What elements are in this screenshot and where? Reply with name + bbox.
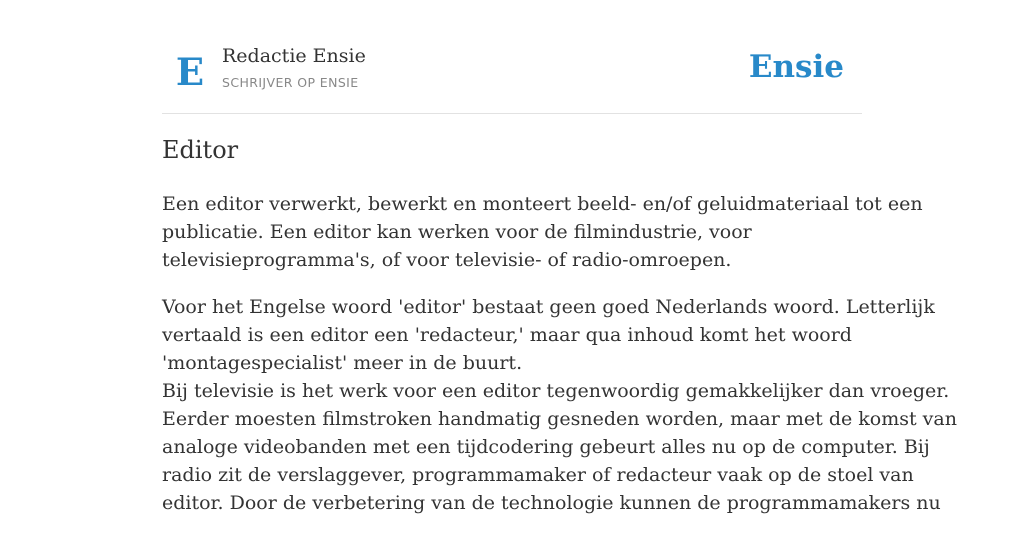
article-body [162,190,957,536]
paragraph-2 [162,293,957,517]
paragraph-1 [162,190,923,274]
text-line: 'montagespecialist' meer in de buurt. [162,352,523,374]
text-line: Bij televisie is het werk voor een editor tegenwoordig gemakkelijker dan vroeger. [162,380,950,402]
text-line: radio zit de verslaggever, programmamaker of redacteur vaak op de stoel van [162,464,914,486]
article-title: Editor [162,136,239,164]
text-line: editor. Door de verbetering van de technologie kunnen de programmamakers nu [162,492,941,514]
author-avatar[interactable]: E [175,50,205,94]
text-line: televisieprogramma's, of voor televisie- of radio-omroepen. [162,249,732,271]
brand-logo[interactable]: Ensie [748,49,844,85]
author-header [162,40,862,114]
text-line: Een editor verwerkt, bewerkt en monteert beeld- en/of geluidmateriaal tot een [162,193,923,215]
text-line: Eerder moesten filmstroken handmatig gesneden worden, maar met de komst van [162,408,957,430]
text-line: Voor het Engelse woord 'editor' bestaat geen goed Nederlands woord. Letterlijk [162,296,935,318]
text-line: vertaald is een editor een 'redacteur,' maar qua inhoud komt het woord [162,324,852,346]
text-line: analoge videobanden met een tijdcodering gebeurt alles nu op de computer. Bij [162,436,930,458]
author-role: SCHRIJVER OP ENSIE [222,75,359,90]
author-name[interactable]: Redactie Ensie [222,45,366,67]
text-line: publicatie. Een editor kan werken voor de filmindustrie, voor [162,221,752,243]
